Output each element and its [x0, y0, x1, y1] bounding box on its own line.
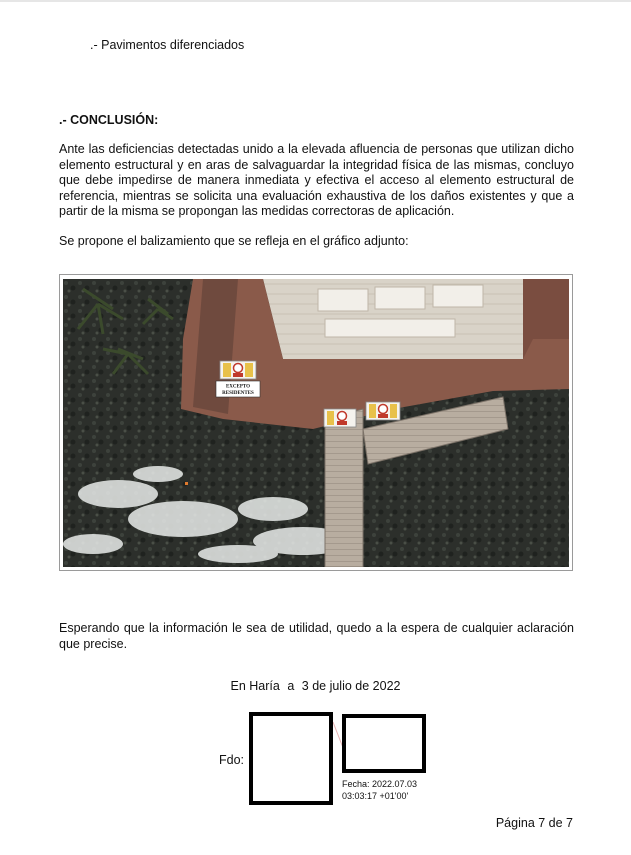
barrier-sign-pier-right: [366, 402, 400, 420]
aerial-photo: [63, 279, 569, 567]
pier-vertical: [325, 409, 363, 567]
sign-label-line2: RESIDENTES: [222, 391, 254, 396]
closing-paragraph: Esperando que la información le sea de utilidad, quedo a la espera de cualquier aclaración que precise.: [59, 621, 574, 651]
signature-time: 03:03:17 +01'00': [342, 791, 409, 801]
redacted-signer-box: [342, 714, 426, 773]
place-date-line: [0, 679, 631, 693]
aerial-photo-figure: [59, 274, 573, 571]
place-connector: a: [287, 679, 295, 693]
proposal-paragraph: Se propone el balizamiento que se refleja en el gráfico adjunto:: [59, 234, 409, 248]
conclusion-heading: .- CONCLUSIÓN:: [59, 113, 159, 127]
barrier-sign-pier-left: [324, 409, 356, 427]
barrier-sign-left: [216, 361, 260, 397]
document-date: 3 de julio de 2022: [301, 679, 401, 693]
signature-date: Fecha: 2022.07.03: [342, 779, 418, 789]
page-number: Página 7 de 7: [495, 816, 573, 830]
place-name: En Haría: [230, 679, 280, 693]
conclusion-paragraph: Ante las deficiencias detectadas unido a la elevada afluencia de personas que utilizan dicho elemento estructural y en aras de salvaguardar la integridad física de las mismas, concluyo que debe impedirse de manera inmediata y efectiva el acceso al elemento estructural de referencia, mientras se solicita una evaluación exhaustiva de los daños existentes y que a partir de la misma se propongan las medidas correctoras de aplicación.: [59, 142, 574, 218]
page-top-edge: [0, 0, 631, 2]
signature-label: Fdo:: [219, 753, 245, 767]
marker-dot: [185, 482, 188, 485]
sign-label-line1: EXCEPTO: [225, 384, 251, 390]
digital-signature-meta: [342, 778, 417, 802]
bullet-item: .- Pavimentos diferenciados: [90, 38, 245, 52]
redacted-signature-box: [249, 712, 333, 805]
